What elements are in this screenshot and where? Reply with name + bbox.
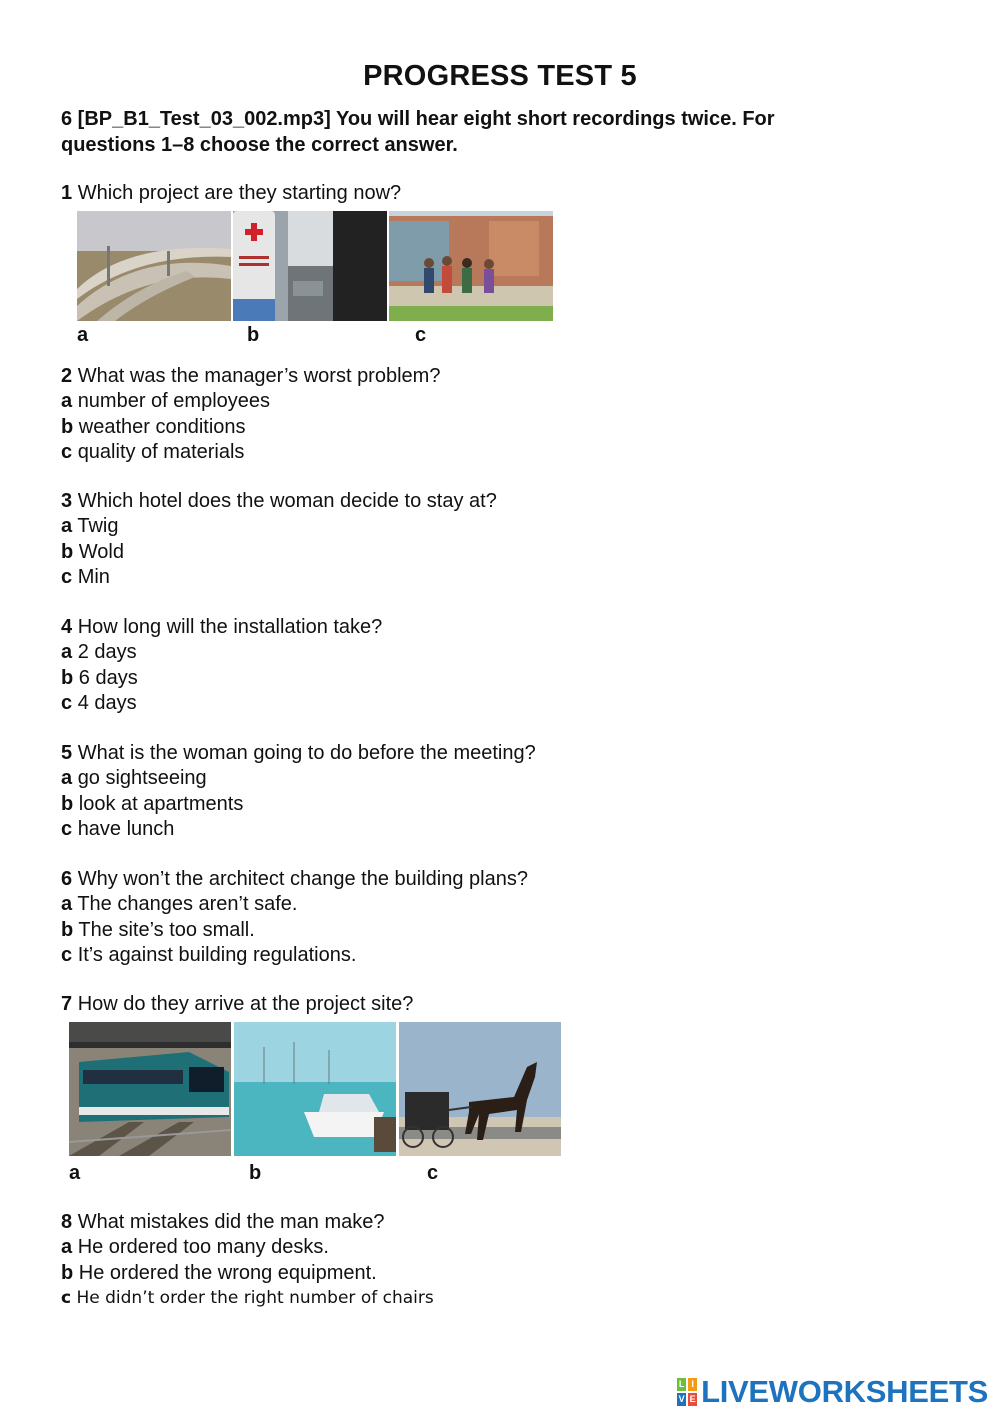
red-cross-building-image[interactable] [233, 211, 387, 321]
option-a[interactable]: a number of employees [61, 390, 271, 413]
question-text: How long will the installation take? [77, 616, 383, 638]
instructions: 6 [BP_B1_Test_03_002.mp3] You will hear eight short recordings twice. For questions 1–8 choose the correct answer. [61, 108, 775, 156]
image-label-a: a [77, 324, 89, 346]
option-a[interactable]: a 2 days [61, 641, 137, 664]
question-text: What was the manager’s worst problem? [77, 365, 441, 387]
option-a[interactable]: a go sightseeing [61, 767, 207, 790]
option-a[interactable]: a The changes aren’t safe. [61, 893, 298, 916]
question-number: 2 [61, 365, 73, 387]
question-number: 8 [61, 1211, 73, 1233]
image-label-a: a [69, 1162, 81, 1184]
question-text: Which hotel does the woman decide to stay at? [77, 490, 497, 512]
option-c[interactable]: c He didn’t order the right number of chairs [61, 1287, 434, 1308]
option-c[interactable]: c 4 days [61, 691, 137, 714]
liveworksheets-logo[interactable] [677, 1374, 988, 1410]
option-c[interactable]: c quality of materials [61, 440, 245, 463]
boat-image[interactable] [234, 1022, 396, 1156]
page-title: PROGRESS TEST 5 [363, 60, 637, 92]
question-7 [61, 992, 413, 1017]
question-number: 3 [61, 490, 73, 512]
question-number: 1 [61, 182, 73, 204]
horse-carriage-image[interactable] [399, 1022, 561, 1156]
image-label-c: c [427, 1162, 439, 1184]
image-label-b: b [247, 324, 260, 346]
students-at-school-image[interactable] [389, 211, 553, 321]
option-b[interactable]: b 6 days [61, 666, 138, 689]
train-image[interactable] [69, 1022, 231, 1156]
option-b[interactable]: b look at apartments [61, 792, 244, 815]
question-text: What is the woman going to do before the meeting? [77, 742, 536, 764]
question-number: 4 [61, 616, 73, 638]
question-7-images [69, 1022, 561, 1156]
highway-interchange-image[interactable] [77, 211, 231, 321]
question-4 [61, 615, 382, 716]
question-number: 7 [61, 993, 73, 1015]
logo-mark-icon: L I V E [678, 1379, 696, 1404]
logo-text: LIVEWORKSHEETS [701, 1374, 988, 1409]
question-3 [61, 489, 497, 590]
question-number: 5 [61, 742, 73, 764]
image-label-b: b [249, 1162, 262, 1184]
image-label-c: c [415, 324, 427, 346]
question-text: Which project are they starting now? [77, 182, 402, 204]
option-b[interactable]: b He ordered the wrong equipment. [61, 1261, 377, 1284]
question-1 [61, 181, 401, 206]
question-8 [61, 1210, 434, 1311]
question-number: 6 [61, 868, 73, 890]
question-text: How do they arrive at the project site? [77, 993, 414, 1015]
option-b[interactable]: b weather conditions [61, 415, 246, 438]
option-a[interactable]: a He ordered too many desks. [61, 1236, 329, 1259]
option-a[interactable]: a Twig [61, 515, 119, 538]
option-c[interactable]: c have lunch [61, 817, 175, 840]
question-text: Why won’t the architect change the building plans? [77, 868, 528, 890]
question-5 [61, 741, 536, 842]
option-c[interactable]: c Min [61, 565, 110, 588]
question-1-images [77, 211, 553, 321]
option-b[interactable]: b Wold [61, 540, 124, 563]
option-b[interactable]: b The site’s too small. [61, 918, 255, 941]
question-text: What mistakes did the man make? [77, 1211, 385, 1233]
question-6 [61, 867, 528, 968]
question-2 [61, 364, 440, 465]
option-c[interactable]: c It’s against building regulations. [61, 943, 357, 966]
